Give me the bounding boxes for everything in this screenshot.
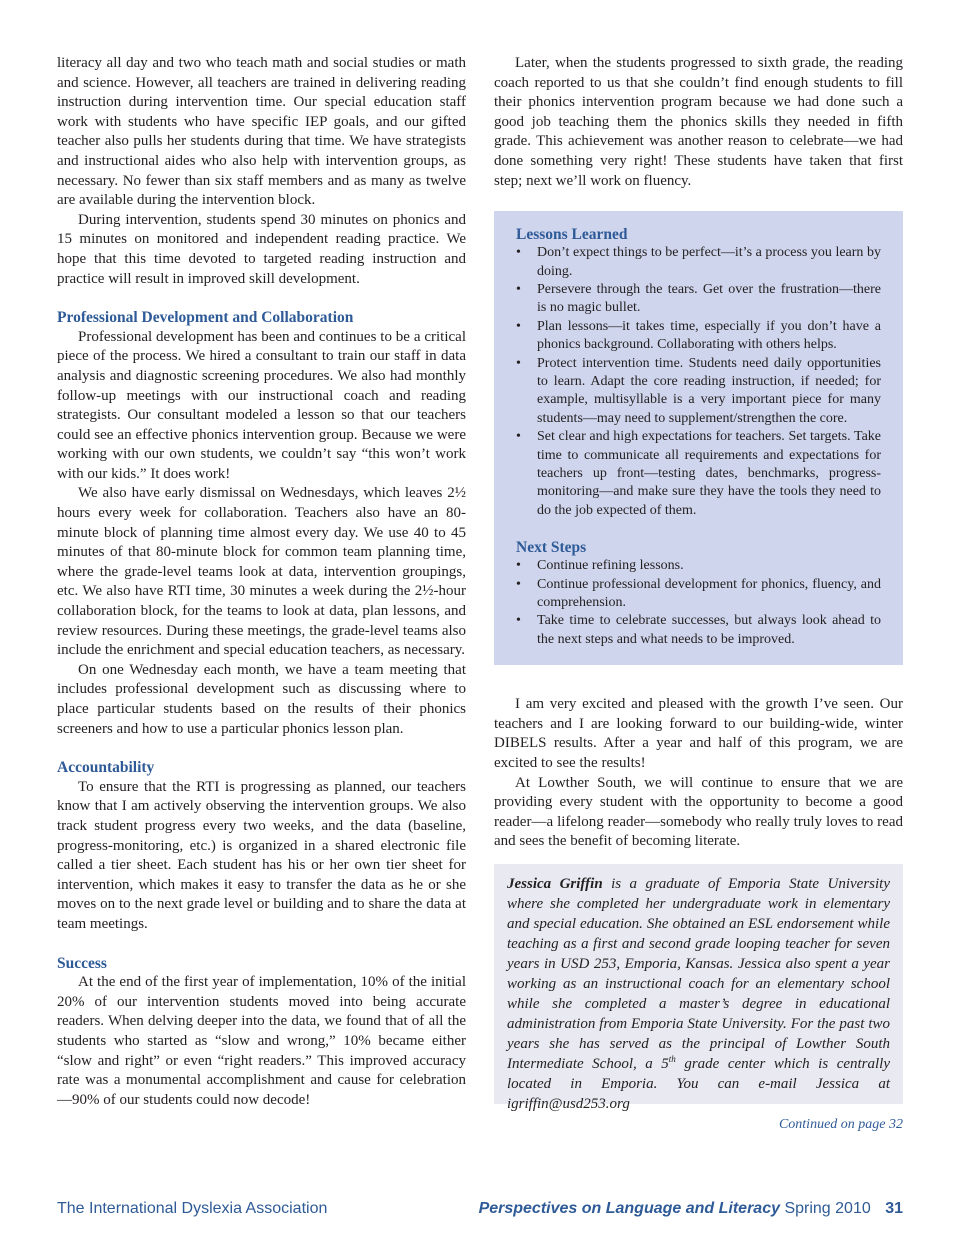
list-item: • Don’t expect things to be perfect—it’s a process you learn by doing. (516, 245, 881, 279)
list-item: • Plan lessons—it takes time, especially if you don’t have a phonics background. Collaborating with others helps. (516, 318, 881, 353)
continued-note: Continued on page 32 (778, 1117, 903, 1133)
paragraph: Later, when the students progressed to sixth grade, the reading coach reported to us that she couldn’t find enough students to fill their phonics intervention program because we had done such a good job teaching them the phonics skills they needed in fifth grade. This achievement was another reason to celebrate—we had done something very right! These students have taken that first step; next we’ll work on fluency. (494, 55, 903, 189)
list-item: • Take time to celebrate successes, but always look ahead to the next steps and what needs to be improved. (516, 613, 881, 647)
list-item: • Persevere through the tears. Get over the frustration—there is no magic bullet. (516, 281, 881, 316)
section-heading-accountability: Accountability (57, 759, 155, 777)
paragraph: Professional development has been and continues to be a critical piece of the process. We hired a consultant to train our staff in data analysis and diagnostic screening procedures. We also had monthly follow-up meetings with our instructional coach and reading strategists. Our consultant modeled a lesson so that our teachers could see an effective phonics intervention group. Because we were working with our own students, we couldn’t say “this won’t work with our kids.” It does work! (57, 328, 466, 482)
footer-right (479, 1200, 903, 1218)
bullet-icon: • (516, 429, 521, 445)
organization-name: The International Dyslexia Association (57, 1200, 328, 1217)
list-item: • Protect intervention time. Students need daily opportunities to learn. Adapt the core reading instruction, if needed; for example, multisyllable is a very important piece for many students—may need to supplement/strengthen the core. (516, 355, 881, 426)
left-column (57, 54, 466, 1110)
paragraph: literacy all day and two who teach math and social studies or math and science. However, all teachers are trained in delivering reading instruction during intervention time. Our special education staff work with students who have specific IEP goals, and our gifted teacher also pulls her students during that time. We have strategists and instructional aides who also help with intervention groups, as necessary. No fewer than six staff members and as many as twelve are available during the intervention block. (57, 55, 466, 209)
page-number: 31 (885, 1200, 903, 1217)
paragraph: I am very excited and pleased with the growth I’ve seen. Our teachers and I are looking forward to our building-wide, winter DIBELS results. After a year and half of this program, we are excited to see the results! (494, 696, 903, 772)
issue: Spring 2010 (784, 1200, 871, 1217)
section-heading-success: Success (57, 954, 107, 972)
paragraph: At the end of the first year of implementation, 10% of the initial 20% of our intervention students moved into being accurate readers. When delving deeper into the data, we found that of all the students who started as “slow and wrong,” 10% became either “slow and right” or even “right readers.” This improved accuracy rate was a monumental accomplishment and cause for celebration—90% of our students could now decode! (57, 974, 466, 1108)
bullet-icon: • (516, 245, 521, 261)
author-name: Jessica Griffin (507, 876, 603, 893)
bullet-icon: • (516, 355, 521, 371)
page-footer (57, 1200, 903, 1222)
section-heading-professional-development: Professional Development and Collaboration (57, 309, 354, 327)
paragraph: On one Wednesday each month, we have a team meeting that includes professional development such as discussing where to place particular students based on the results of their phonics screeners and how to use a particular phonics lesson plan. (57, 661, 466, 737)
list-item: • Continue refining lessons. (516, 557, 881, 575)
paragraph: At Lowther South, we will continue to ensure that we are providing every student with the opportunity to become a good reader—a lifelong reader—somebody who really truly loves to read and sees the benefit of becoming literate. (494, 774, 903, 850)
author-bio: Jessica Griffin is a graduate of Emporia State University where she completed her undergraduate work in elementary and special education. She obtained an ESL endorsement while teaching as a first and second grade looping teacher for seven years in USD 253, Emporia, Kansas. Jessica also spent a year working as an instructional coach for an elementary school while she completed a master’s degree in educational administration from Emporia State University. For the past two years she has served as the principal of Lowther South Intermediate School, a 5th grade center which is centrally located in Emporia. You can e-mail Jessica at igriffin@usd253.org (494, 864, 903, 1104)
lessons-learned-box (494, 211, 903, 665)
list-item: • Continue professional development for phonics, fluency, and comprehension. (516, 576, 881, 611)
paragraph: We also have early dismissal on Wednesdays, which leaves 2½ hours every week for collaboration. Teachers also have an 80-minute block of planning time almost every day. We use 40 to 45 minutes of that 80-minute block for common team planning time, where the grade-level teams look at data, intervention groupings, etc. We also have RTI time, 30 minutes a week during the 2½-hour collaboration block, for the teams to look at data, plan lessons, and review resources. During these meetings, the grade-level teams also include the enrichment and special education teachers, as necessary. (57, 485, 466, 659)
next-steps-title: Next Steps (516, 539, 587, 557)
bullet-icon: • (516, 281, 521, 297)
bullet-icon: • (516, 576, 521, 592)
paragraph: To ensure that the RTI is progressing as planned, our teachers know that I am actively observing the intervention groups. We also track student progress every two weeks, and the data (baseline, progress-monitoring, etc.) is organized in a shared electronic file called a tier sheet. Each student has his or her own tier sheet for intervention, which makes it easy to transfer the data as he or she moves on to the next grade level or building and to share the data at team meetings. (57, 778, 466, 932)
bullet-icon: • (516, 613, 521, 629)
bullet-icon: • (516, 558, 521, 574)
lessons-learned-title: Lessons Learned (516, 226, 628, 244)
list-item: • Set clear and high expectations for teachers. Set targets. Take time to communicate all requirements and expectations for teachers up front—testing dates, benchmarks, progress-monitoring—and make sure they have the tools they need to do the job expected of them. (516, 429, 881, 518)
lessons-list (516, 244, 881, 520)
next-steps-list (516, 557, 881, 649)
paragraph: During intervention, students spend 30 minutes on phonics and 15 minutes on monitored and independent reading practice. We hope that this time devoted to targeted reading instruction and practice will result in improved skill development. (57, 211, 466, 287)
bullet-icon: • (516, 318, 521, 334)
right-column (494, 54, 903, 1135)
journal-title: Perspectives on Language and Literacy (478, 1200, 780, 1217)
